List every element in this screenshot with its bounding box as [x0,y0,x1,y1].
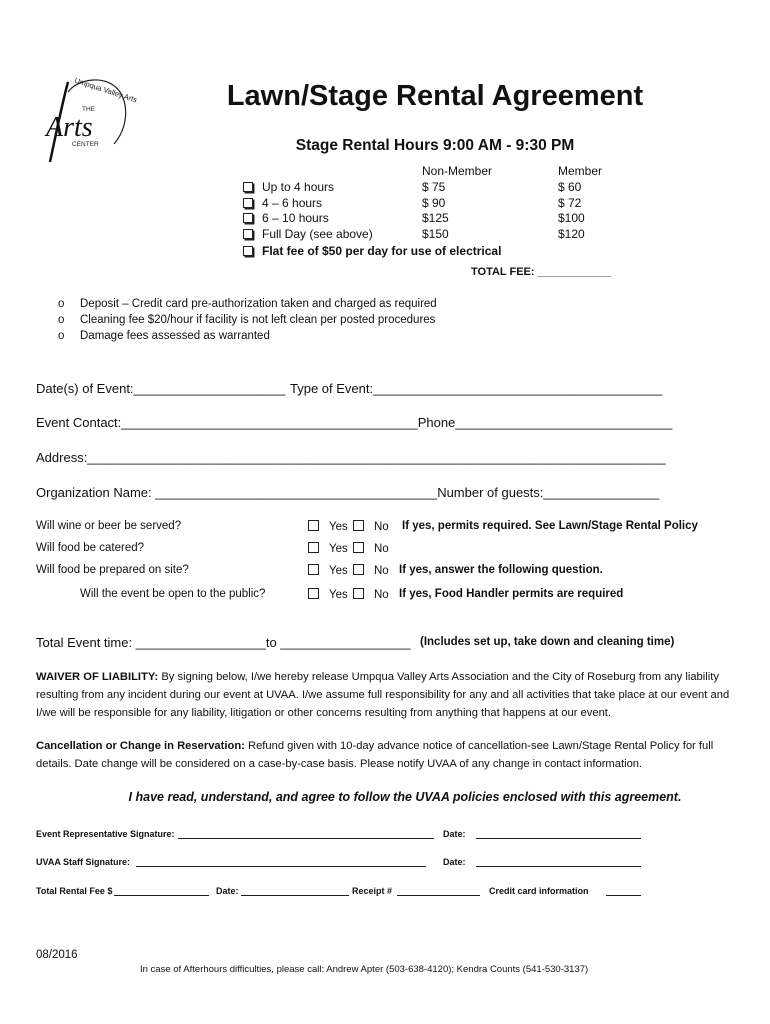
organization-field[interactable]: Organization Name: _______________________________________Number of guests:________________ [36,485,660,500]
logo-arc-text: Umpqua Valley Arts [73,75,138,105]
fee-row[interactable] [243,196,322,210]
fee-row[interactable] [243,211,329,225]
rental-hours: Stage Rental Hours 9:00 AM - 9:30 PM [295,137,575,154]
afterhours-contact: In case of Afterhours difficulties, please call: Andrew Apter (503-638-4120); Kendra Counts (541-530-3137) [140,964,589,975]
checkbox[interactable] [243,246,253,256]
logo-arts: Arts [46,112,93,143]
fee-label: 6 – 10 hours [262,211,329,225]
payment-date-label: Date: [216,886,239,896]
logo-the: THE [82,106,95,113]
checkbox[interactable] [353,588,364,599]
list-item: o Cleaning fee $20/hour if facility is not left clean per posted procedures [58,314,436,326]
question-note: If yes, permits required. See Lawn/Stage Rental Policy [402,520,698,532]
fee-member: $ 60 [558,180,582,194]
staff-date-label: Date: [443,857,466,867]
electrical-row[interactable] [243,244,501,258]
address-field[interactable]: Address:________________________________________________________________________________ [36,450,666,465]
rep-signature-label: Event Representative Signature: [36,829,175,839]
page-title: Lawn/Stage Rental Agreement [226,80,644,112]
checkbox[interactable] [308,588,319,599]
fee-member: $100 [558,211,585,225]
no-option[interactable]: No [353,588,389,601]
question-public: Will the event be open to the public? [80,588,266,600]
checkbox[interactable] [243,213,253,223]
agreement-statement: I have read, understand, and agree to follow the UVAA policies enclosed with this agreement. [128,790,682,804]
event-type-field[interactable]: Type of Event:________________________________________ [290,381,663,396]
member-header: Member [558,164,603,178]
checkbox[interactable] [308,542,319,553]
yes-option[interactable]: Yes [308,588,348,601]
fee-member: $ 72 [558,196,582,210]
question-note: If yes, Food Handler permits are required [399,588,624,600]
event-contact-field[interactable]: Event Contact:_________________________________________Phone______________________________ [36,415,673,430]
total-rental-fee-line[interactable] [114,895,209,896]
checkbox[interactable] [243,182,253,192]
cancellation-paragraph [36,737,736,773]
payment-date-line[interactable] [241,895,349,896]
fee-nonmember: $ 75 [422,180,446,194]
checkbox[interactable] [243,229,253,239]
checkbox[interactable] [243,198,253,208]
question-wine: Will wine or beer be served? [36,520,182,532]
waiver-heading: WAIVER OF LIABILITY: [36,671,159,683]
logo-center: CENTER [72,141,99,148]
list-item: o Damage fees assessed as warranted [58,330,270,342]
fee-row[interactable] [243,227,373,241]
credit-card-label: Credit card information [489,886,589,896]
yes-option[interactable]: Yes [308,520,348,533]
fee-nonmember: $150 [422,227,449,241]
staff-signature-line[interactable] [136,866,426,867]
no-option[interactable]: No [353,564,389,577]
fee-nonmember: $125 [422,211,449,225]
staff-date-line[interactable] [476,866,641,867]
rep-date-line[interactable] [476,838,641,839]
checkbox[interactable] [308,520,319,531]
checkbox[interactable] [353,542,364,553]
fee-row[interactable] [243,180,334,194]
credit-card-line[interactable] [606,895,641,896]
receipt-line[interactable] [397,895,480,896]
question-prepared: Will food be prepared on site? [36,564,189,576]
fee-label: Up to 4 hours [262,180,335,194]
question-note: If yes, answer the following question. [399,564,603,576]
cancellation-heading: Cancellation or Change in Reservation: [36,740,245,752]
yes-option[interactable]: Yes [308,542,348,555]
nonmember-header: Non-Member [422,164,493,178]
total-time-note: (Includes set up, take down and cleaning time) [420,636,675,648]
waiver-paragraph [36,668,736,722]
cancellation-text: Refund given with 10-day advance notice of cancellation-see Lawn/Stage Rental Policy for full details. Date change will be considered on a case-by-case basis. Please notify UVAA of any change in contact information. [36,740,714,770]
electrical-fee: Flat fee of $50 per day for use of electrical [262,244,502,258]
fee-nonmember: $ 90 [422,196,446,210]
rep-signature-line[interactable] [178,838,434,839]
total-rental-fee-label: Total Rental Fee $ [36,886,113,896]
list-item: o Deposit – Credit card pre-authorization taken and charged as required [58,298,437,310]
yes-option[interactable]: Yes [308,564,348,577]
waiver-text: By signing below, I/we hereby release Umpqua Valley Arts Association and the City of Roseburg from any liability resulting from any incident during our event at UVAA. I/we assume full responsibility for any and all activities that take place at our event and I/we will be responsible for any liability, litigation or other concerns resulting from anything that happens at our event. [36,671,730,719]
checkbox[interactable] [308,564,319,575]
fee-member: $120 [558,227,585,241]
rep-date-label: Date: [443,829,466,839]
total-fee[interactable]: TOTAL FEE: ____________ [471,266,612,278]
no-option[interactable]: No [353,520,389,533]
checkbox[interactable] [353,564,364,575]
staff-signature-label: UVAA Staff Signature: [36,857,131,867]
revision-date: 08/2016 [36,949,78,961]
no-option[interactable]: No [353,542,389,555]
fee-label: Full Day (see above) [262,227,373,241]
question-catered: Will food be catered? [36,542,145,554]
event-dates-field[interactable]: Date(s) of Event:_____________________ [36,381,286,396]
checkbox[interactable] [353,520,364,531]
fee-label: 4 – 6 hours [262,196,323,210]
receipt-label: Receipt # [352,886,393,896]
total-event-time-field[interactable]: Total Event time: __________________to __________________ [36,635,411,650]
